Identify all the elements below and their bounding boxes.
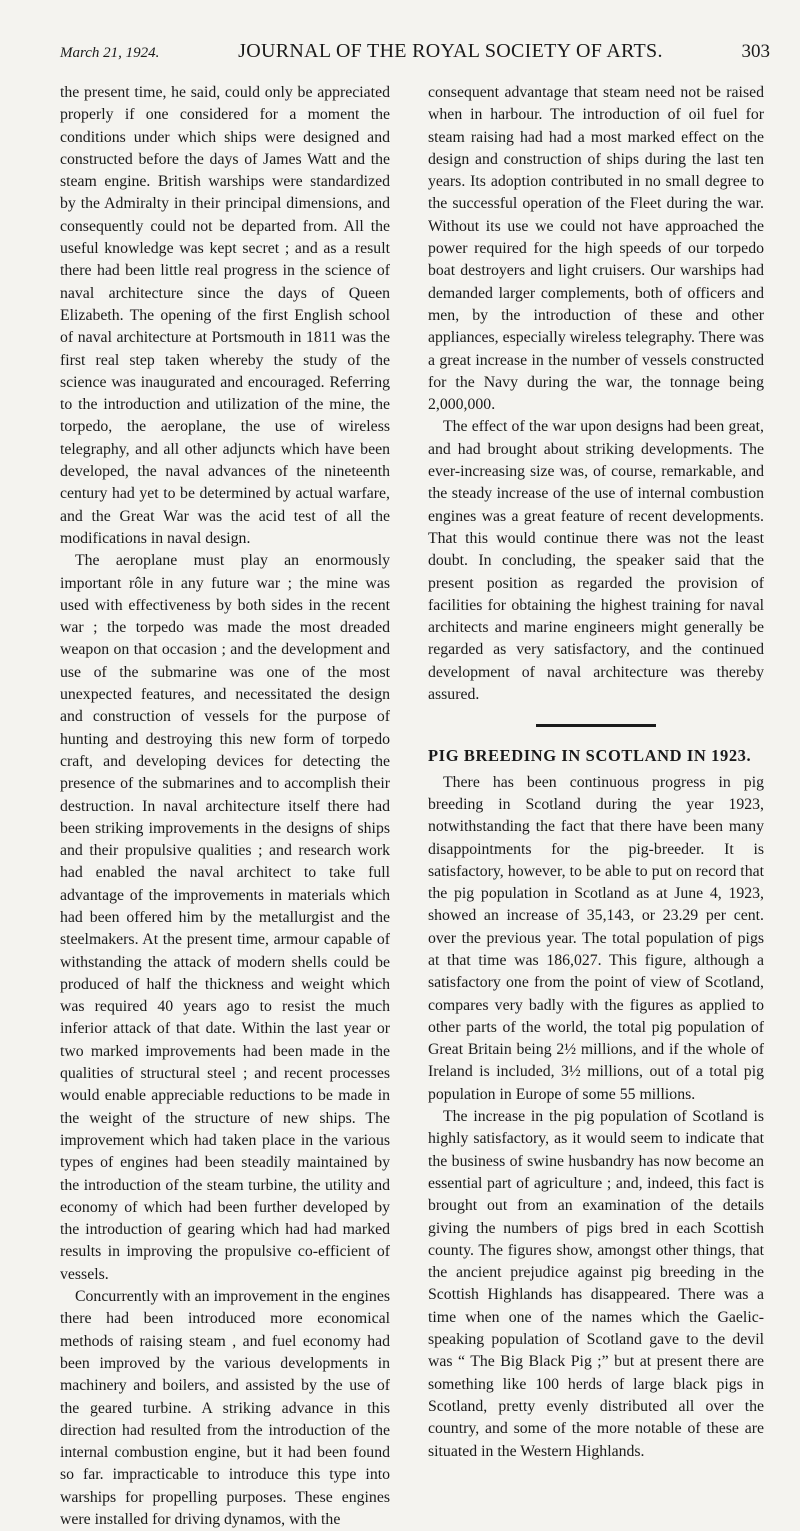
paragraph: The increase in the pig population of Scotland is highly satisfactory, as it would seem to indicate that the business of swine husbandry has now become an essential part of agriculture ; and, indeed, this fact is brought out from an examination of the details giving the numbers of pigs bred in each Scottish county. The figures show, amongst other things, that the ancient prejudice against pig breeding in the Scottish Highlands has disappeared. There was a time when one of the names which the Gaelic-speaking population of Scotland gave to the devil was “ The Big Black Pig ;” but at present there are something like 100 herds of large black pigs in Scotland, pretty evenly distributed all over the country, and some of the more notable of these are situated in the Western Highlands.: [428, 1108, 764, 1460]
issue-date: March 21, 1924.: [60, 45, 160, 61]
section-heading: PIG BREEDING IN SCOTLAND IN 1923.: [428, 746, 752, 766]
paragraph: the present time, he said, could only be appreciated properly if one considered for a moment the conditions under which ships were designed and constructed before the days of James Watt and the steam engine. British warships were standardized by the Admiralty in their principal dimensions, and consequently could not be departed from. All the useful knowledge was kept secret ; and as a result there had been little real progress in the science of naval architecture since the days of Queen Elizabeth. The opening of the first English school of naval architecture at Portsmouth in 1811 was the first real step taken whereby the study of the science was inaugurated and encouraged. Referring to the introduction and utilization of the mine, the torpedo, the aeroplane, the use of wireless telegraphy, and all other adjuncts which have been developed, the naval advances of the nineteenth century had yet to be determined by actual warfare, and the Great War was the acid test of all the modifications in naval design.: [60, 84, 390, 547]
left-column: [60, 82, 390, 1531]
running-header: [60, 40, 770, 70]
page-number: 303: [741, 41, 770, 62]
paragraph: The effect of the war upon designs had been great, and had brought about striking developments. The ever-increasing size was, of course, remarkable, and the steady increase of the use of internal combustion engines was a great feature of recent developments. That this would continue there was not the least doubt. In concluding, the speaker said that the present position as regarded the provision of facilities for obtaining the highest training for naval architects and marine engineers might generally be regarded as very satisfactory, and the continued development of naval architecture was thereby assured.: [428, 418, 764, 704]
section-divider: [536, 724, 656, 727]
journal-title: JOURNAL OF THE ROYAL SOCIETY OF ARTS.: [238, 40, 663, 62]
paragraph: Concurrently with an improvement in the engines there had been introduced more economical methods of raising steam , and fuel economy had been improved by the various developments in machinery and boilers, and assisted by the use of the geared turbine. A striking advance in this direction had resulted from the introduction of the internal combustion engine, but it had been found so far. impracticable to introduce this type into warships for propelling purposes. These engines were installed for driving dynamos, with the: [60, 1288, 390, 1528]
paragraph: The aeroplane must play an enormously important rôle in any future war ; the mine was used with effectiveness by both sides in the recent war ; the torpedo was made the most dreaded weapon on that occasion ; and the development and use of the submarine was one of the most unexpected features, and necessitated the design and construction of vessels for the purpose of hunting and destroying this new form of torpedo craft, and developing devices for detecting the presence of the submarines and to accomplish their destruction. In naval architecture itself there had been striking improvements in the designs of ships and their propulsive qualities ; and research work had enabled the naval architect to take full advantage of the improvements in materials which had been offered him by the metallurgist and the steelmakers. At the present time, armour capable of withstanding the attack of modern shells could be produced of half the thickness and weight which was required 40 years ago to resist the much inferior attack of that date. Within the last year or two marked improvements had been made in the qualities of structural steel ; and recent processes would enable appreciable reductions to be made in the weight of the structure of new ships. The improvement which had taken place in the various types of engines had been steadily maintained by the introduction of the steam turbine, the utility and economy of which had been further developed by the introduction of gearing which had had marked results in improving the propulsive co-efficient of vessels.: [60, 552, 390, 1283]
paragraph: consequent advantage that steam need not be raised when in harbour. The introduction of oil fuel for steam raising had had a most marked effect on the design and construction of ships during the last ten years. Its adoption contributed in no small degree to the successful operation of the Fleet during the war. Without its use we could not have approached the power required for the high speeds of our torpedo boat destroyers and light cruisers. Our warships had demanded larger complements, both of officers and men, by the introduction of these and other appliances, especially wireless telegraphy. There was a great increase in the number of vessels constructed for the Navy during the war, the tonnage being 2,000,000.: [428, 84, 764, 414]
right-column: [428, 82, 764, 1463]
paragraph: There has been continuous progress in pig breeding in Scotland during the year 1923, notwithstanding the fact that there have been many disappointments for the pig-breeder. It is satisfactory, however, to be able to put on record that the pig population in Scotland as at June 4, 1923, showed an increase of 35,143, or 23.29 per cent. over the previous year. The total population of pigs at that time was 186,027. This figure, although a satisfactory one from the point of view of Scotland, compares very badly with the figures as applied to other parts of the world, the total pig population of Great Britain being 2½ millions, and if the whole of Ireland is included, 3½ millions, out of a total pig population in Europe of some 55 millions.: [428, 773, 764, 1103]
